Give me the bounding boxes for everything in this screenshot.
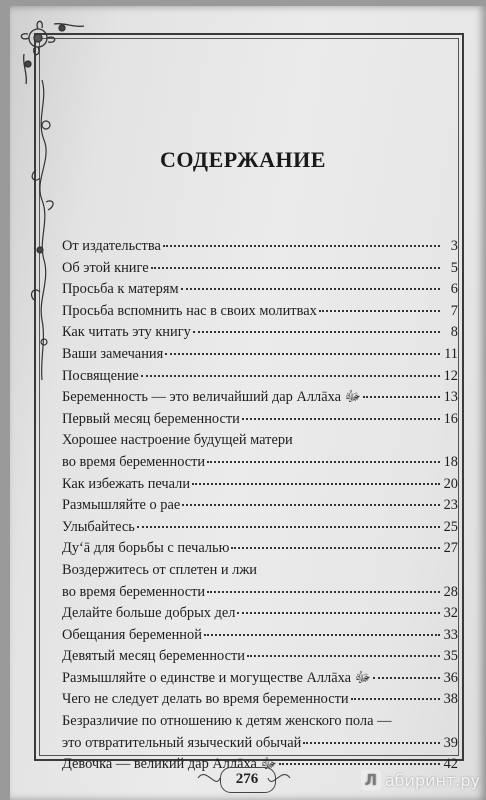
toc-entry-title: это отвратительный языческий обычай (62, 734, 302, 751)
toc-entry-page: 35 (443, 648, 458, 665)
floral-corner-icon (14, 14, 86, 86)
toc-entry (62, 474, 458, 496)
toc-entry-page: 27 (443, 540, 458, 557)
toc-entry-title: Дуʻā для борьбы с печалью (62, 540, 230, 557)
toc-entry-title: Чего не следует делать во время беременности (62, 691, 349, 708)
toc-entry (62, 344, 458, 366)
toc-entry-title: Обещания беременной (62, 626, 202, 643)
toc-entry-title-line: Воздержитесь от сплетен и лжи (62, 561, 257, 578)
toc-entry-page: 6 (450, 281, 458, 298)
dot-leader (363, 396, 440, 398)
toc-entry (62, 279, 458, 301)
toc-entry-title: Девочка — великий дар Аллāха ﷻ (62, 756, 277, 773)
toc-entry-page: 42 (443, 756, 458, 773)
toc-entry-title: Как избежать печали (62, 475, 191, 492)
toc-entry-title: Девятый месяц беременности (62, 648, 245, 665)
toc-entry (62, 560, 458, 603)
toc-entry-page: 20 (443, 475, 458, 492)
dot-leader (207, 461, 440, 463)
toc-entry-page: 23 (443, 497, 458, 514)
toc-entry (62, 625, 458, 647)
toc-entry-page: 28 (443, 583, 458, 600)
toc-entry-page: 13 (443, 389, 458, 406)
watermark-logo (330, 768, 480, 792)
toc-entry-title: Как читать эту книгу (62, 324, 191, 341)
toc-entry-title: Просьба вспомнить нас в своих молитвах (62, 302, 317, 319)
dot-leader (182, 504, 440, 506)
toc-entry (62, 258, 458, 280)
toc-entry-title: Просьба к матерям (62, 281, 179, 298)
toc-entry-title: Посвящение (62, 367, 139, 384)
toc-entry-title: Размышляйте о рае (62, 497, 181, 514)
toc-entry-title: Улыбайтесь (62, 518, 135, 535)
toc-entry (62, 322, 458, 344)
toc-entry-title-line: Хорошее настроение будущей матери (62, 432, 293, 449)
toc-entry-title: во время беременности (62, 453, 206, 470)
dot-leader (373, 677, 440, 679)
watermark-text: абиринт.ру (384, 770, 480, 790)
page-number: 276 (235, 771, 259, 787)
toc-entry-title: Беременность — это величайший дар Аллāха ﷻ (62, 389, 361, 406)
toc-entry-page: 32 (443, 605, 458, 622)
dot-leader (137, 526, 440, 528)
toc-entry-title: Первый месяц беременности (62, 410, 240, 427)
toc-entry-title: во время беременности (62, 583, 206, 600)
toc-entry (62, 538, 458, 560)
toc-entry-page: 18 (443, 453, 458, 470)
toc-entry-page: 16 (443, 410, 458, 427)
toc-entry (62, 711, 458, 754)
toc-entry (62, 603, 458, 625)
toc-entry-page: 11 (444, 345, 458, 362)
toc-entry-page: 39 (443, 734, 458, 751)
floral-vine-icon (30, 80, 58, 380)
dot-leader (279, 763, 440, 765)
dot-leader (351, 698, 440, 700)
dot-leader (151, 267, 440, 269)
dot-leader (242, 418, 440, 420)
toc-entry-title: Делайте больше добрых дел (62, 605, 236, 622)
toc-entry-page: 36 (443, 669, 458, 686)
toc-entry (62, 301, 458, 323)
toc-entry-title: От издательства (62, 238, 161, 254)
dot-leader (303, 742, 440, 744)
toc-entry (62, 646, 458, 668)
toc-entry-title-line: Безразличие по отношению к детям женского пола — (62, 713, 392, 730)
dot-leader (207, 591, 440, 593)
dot-leader (163, 245, 440, 247)
dot-leader (237, 612, 440, 614)
toc-entry-title: Размышляйте о единстве и могуществе Аллāха ﷻ (62, 669, 371, 686)
page-title: СОДЕРЖАНИЕ (160, 147, 326, 172)
toc-entry-title: Ваши замечания (62, 345, 164, 362)
toc-entry (62, 517, 458, 539)
dot-leader (192, 483, 440, 485)
dot-leader (231, 547, 440, 549)
toc-entry-page: 3 (450, 238, 458, 254)
toc-entry-page: 12 (443, 367, 458, 384)
toc-entry-page: 8 (450, 324, 458, 341)
dot-leader (247, 655, 440, 657)
toc-entry-page: 25 (443, 518, 458, 535)
dot-leader (193, 331, 440, 333)
toc-entry-page: 38 (443, 691, 458, 708)
dot-leader (165, 353, 440, 355)
toc-entry (62, 236, 458, 258)
table-of-contents (62, 236, 458, 776)
toc-entry (62, 366, 458, 388)
toc-entry-page: 33 (443, 626, 458, 643)
toc-entry (62, 430, 458, 473)
toc-entry-title: Об этой книге (62, 259, 149, 276)
dot-leader (181, 288, 440, 290)
dot-leader (204, 634, 440, 636)
dot-leader (319, 310, 440, 312)
toc-entry (62, 409, 458, 431)
toc-entry (62, 689, 458, 711)
toc-entry (62, 495, 458, 517)
dot-leader (141, 375, 440, 377)
toc-entry (62, 668, 458, 690)
toc-entry (62, 387, 458, 409)
toc-entry-page: 7 (450, 302, 458, 319)
watermark-badge: Л (361, 770, 381, 790)
toc-entry-page: 5 (450, 259, 458, 276)
